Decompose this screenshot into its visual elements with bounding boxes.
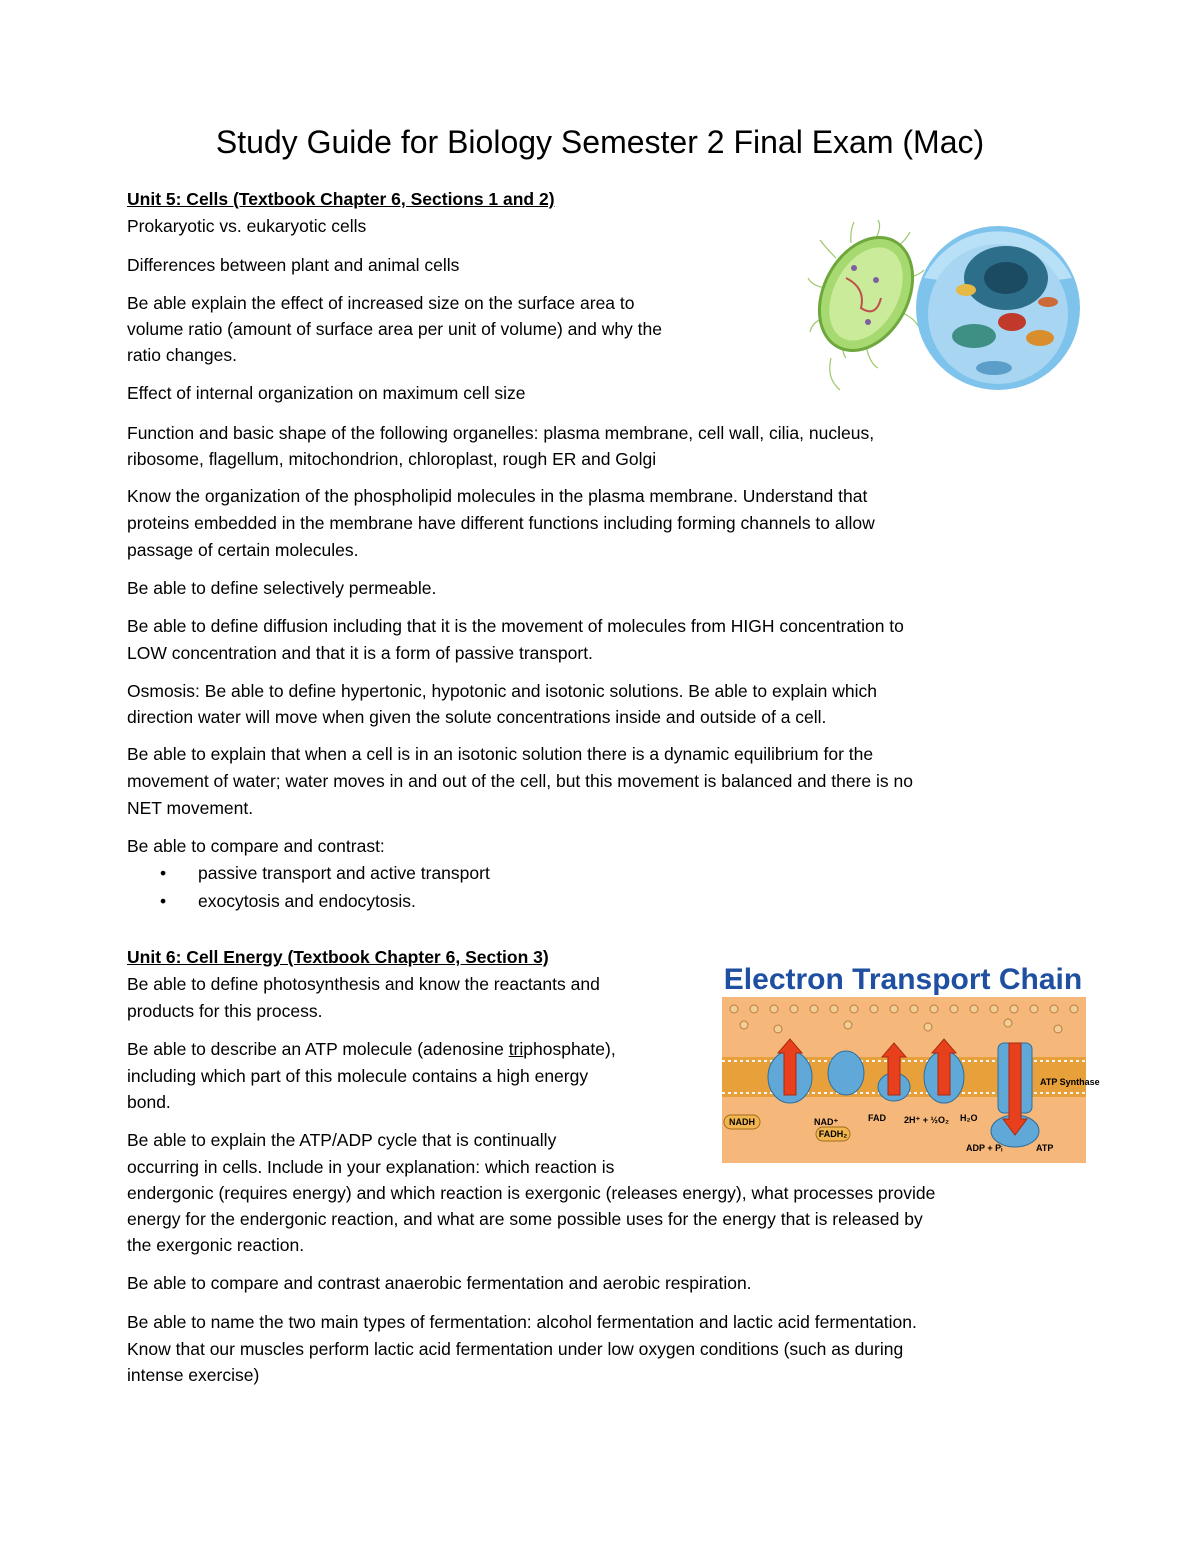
etc-label-o2: 2H⁺ + ½O₂ <box>904 1115 950 1125</box>
unit5-p5-line1: Function and basic shape of the following organelles: plasma membrane, cell wall, cilia, nucleus, <box>127 423 875 443</box>
unit5-p3-line1: Be able explain the effect of increased size on the surface area to <box>127 293 635 313</box>
unit6-p3-line3: endergonic (requires energy) and which reaction is exergonic (releases energy), what processes provide <box>127 1183 936 1203</box>
unit6-p3-line4: energy for the endergonic reaction, and what are some possible uses for the energy that is released by <box>127 1209 923 1229</box>
unit5-p5-line2: ribosome, flagellum, mitochondrion, chloroplast, rough ER and Golgi <box>127 449 657 469</box>
etc-label-adp: ADP + Pᵢ <box>966 1143 1003 1153</box>
etc-title: Electron Transport Chain <box>723 963 1083 996</box>
unit5-p6-line3: passage of certain molecules. <box>127 540 359 560</box>
unit5-p10-line1: Be able to explain that when a cell is in an isotonic solution there is a dynamic equilibrium for the <box>127 744 874 764</box>
bullet-item: passive transport and active transport <box>198 863 490 883</box>
unit6-p2-line2: including which part of this molecule contains a high energy <box>127 1066 589 1086</box>
unit5-p3-line3: ratio changes. <box>127 345 237 365</box>
etc-label-nad: NAD⁺ <box>814 1117 839 1127</box>
etc-label-h2o: H₂O <box>960 1113 978 1123</box>
bullet-item: exocytosis and endocytosis. <box>198 891 416 911</box>
unit6-p4: Be able to compare and contrast anaerobic fermentation and aerobic respiration. <box>127 1273 752 1293</box>
unit6-p2-line3: bond. <box>127 1092 171 1112</box>
unit6-p2-line1 <box>127 1036 616 1062</box>
etc-figure <box>718 955 1100 1165</box>
etc-label-fadh2: FADH₂ <box>818 1129 848 1139</box>
unit6-p2-text-a: Be able to describe an ATP molecule (adenosine <box>127 1039 509 1059</box>
unit5-p11: Be able to compare and contrast: <box>127 836 385 856</box>
unit6-p3-line1: Be able to explain the ATP/ADP cycle that is continually <box>127 1130 557 1150</box>
unit5-p6-line2: proteins embedded in the membrane have different functions including forming channels to allow <box>127 513 875 533</box>
unit6-p2-text-b: phosphate), <box>523 1039 616 1059</box>
unit5-p8-line1: Be able to define diffusion including that it is the movement of molecules from HIGH concentration to <box>127 616 904 636</box>
unit6-p3-line5: the exergonic reaction. <box>127 1235 305 1255</box>
unit5-p9-line2: direction water will move when given the solute concentrations inside and outside of a cell. <box>127 707 827 727</box>
unit6-p5-line3: intense exercise) <box>127 1365 260 1385</box>
cell-illustration <box>806 218 1078 396</box>
etc-label-nadh: NADH <box>729 1117 755 1127</box>
bullet-glyph: • <box>160 891 167 911</box>
unit6-p1-line1: Be able to define photosynthesis and know the reactants and <box>127 974 600 994</box>
unit5-p8-line2: LOW concentration and that it is a form of passive transport. <box>127 643 593 663</box>
unit6-p3-line2: occurring in cells. Include in your explanation: which reaction is <box>127 1157 615 1177</box>
unit5-p9-line1: Osmosis: Be able to define hypertonic, hypotonic and isotonic solutions. Be able to explain which <box>127 681 878 701</box>
unit5-p3-line2: volume ratio (amount of surface area per unit of volume) and why the <box>127 319 662 339</box>
unit5-p1: Prokaryotic vs. eukaryotic cells <box>127 216 367 236</box>
unit5-p10-line3: NET movement. <box>127 798 254 818</box>
unit5-p4: Effect of internal organization on maximum cell size <box>127 383 526 403</box>
unit6-p5-line2: Know that our muscles perform lactic acid fermentation under low oxygen conditions (such as during <box>127 1339 904 1359</box>
unit5-p7: Be able to define selectively permeable. <box>127 578 437 598</box>
unit5-p2: Differences between plant and animal cells <box>127 255 460 275</box>
etc-label-fad: FAD <box>868 1113 886 1123</box>
unit5-heading: Unit 5: Cells (Textbook Chapter 6, Sections 1 and 2) <box>127 189 555 209</box>
bacterium-cell <box>801 220 932 390</box>
unit6-p2-underlined: tri <box>508 1039 524 1059</box>
unit5-p10-line2: movement of water; water moves in and out of the cell, but this movement is balanced and there is no <box>127 771 913 791</box>
etc-label-atp: ATP <box>1036 1143 1054 1153</box>
unit6-p5-line1: Be able to name the two main types of fermentation: alcohol fermentation and lactic acid fermentation. <box>127 1312 917 1332</box>
unit5-p6-line1: Know the organization of the phospholipid molecules in the plasma membrane. Understand that <box>127 486 868 506</box>
etc-label-atp-synthase: ATP Synthase <box>1040 1077 1100 1087</box>
unit6-p1-line2: products for this process. <box>127 1001 323 1021</box>
bullet-glyph: • <box>160 863 167 883</box>
animal-cell <box>916 226 1080 390</box>
unit6-heading: Unit 6: Cell Energy (Textbook Chapter 6, Section 3) <box>127 947 549 967</box>
page-title: Study Guide for Biology Semester 2 Final Exam (Mac) <box>215 124 985 160</box>
